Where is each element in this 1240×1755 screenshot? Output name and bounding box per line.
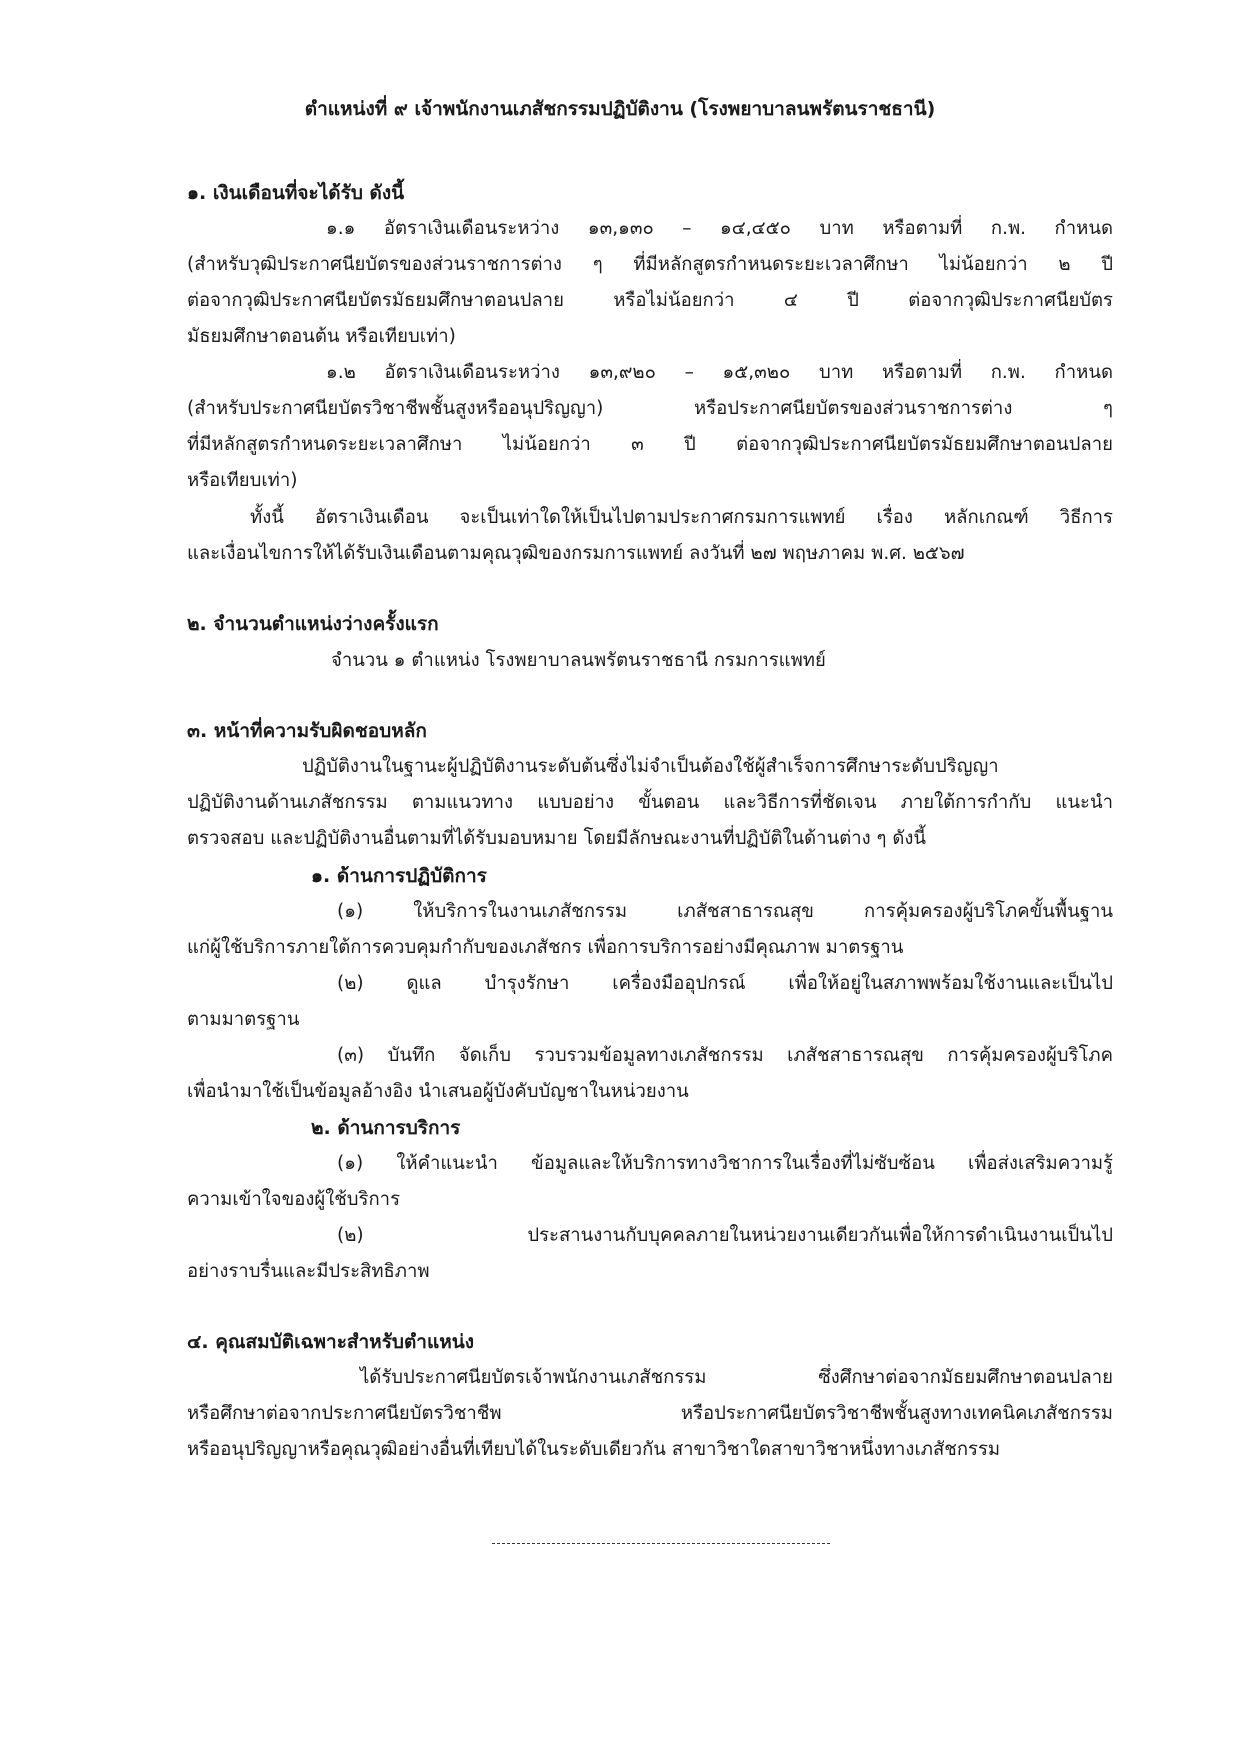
section-3-sub-2-line: ความเข้าใจของผู้ใช้บริการ <box>187 1189 401 1210</box>
section-3-sub-2-heading: ๒. ด้านการบริการ <box>311 1117 461 1139</box>
section-1-line: ๑.๑ อัตราเงินเดือนระหว่าง ๑๓,๑๓๐ – ๑๔,๔๕๐ บาท หรือตามที่ ก.พ. กำหนด <box>326 218 1113 239</box>
section-3-sub-1-line: เพื่อนำมาใช้เป็นข้อมูลอ้างอิง นำเสนอผู้บังคับบัญชาในหน่วยงาน <box>187 1081 689 1102</box>
section-3-sub-2-line: (๑) ให้คำแนะนำ ข้อมูลและให้บริการทางวิชาการในเรื่องที่ไม่ซับซ้อน เพื่อส่งเสริมความรู้ <box>337 1153 1113 1174</box>
section-3-sub-1-line: แก่ผู้ใช้บริการภายใต้การควบคุมกำกับของเภสัชกร เพื่อการบริการอย่างมีคุณภาพ มาตรฐาน <box>187 937 904 958</box>
section-4-line: หรืออนุปริญญาหรือคุณวุฒิอย่างอื่นที่เทียบได้ในระดับเดียวกัน สาขาวิชาใดสาขาวิชาหนึ่งทางเภสัชกรรม <box>187 1439 1001 1460</box>
section-1-line: (สำหรับวุฒิประกาศนียบัตรของส่วนราชการต่าง ๆ ที่มีหลักสูตรกำหนดระยะเวลาศึกษา ไม่น้อยกว่า ๒ ปี <box>187 254 1113 275</box>
section-3-sub-1-heading: ๑. ด้านการปฏิบัติการ <box>311 865 487 887</box>
section-1-heading: ๑. เงินเดือนที่จะได้รับ ดังนี้ <box>187 182 405 204</box>
section-1-line: ๑.๒ อัตราเงินเดือนระหว่าง ๑๓,๙๒๐ – ๑๕,๓๒๐ บาท หรือตามที่ ก.พ. กำหนด <box>326 362 1113 383</box>
section-3-sub-2-line: อย่างราบรื่นและมีประสิทธิภาพ <box>187 1261 430 1282</box>
section-1-line: ทั้งนี้ อัตราเงินเดือน จะเป็นเท่าใดให้เป็นไปตามประกาศกรมการแพทย์ เรื่อง หลักเกณฑ์ วิธีการ <box>250 507 1113 528</box>
section-1-line: ที่มีหลักสูตรกำหนดระยะเวลาศึกษา ไม่น้อยกว่า ๓ ปี ต่อจากวุฒิประกาศนียบัตรมัธยมศึกษาตอนปลาย <box>187 434 1113 455</box>
section-1-line: หรือเทียบเท่า) <box>187 470 298 491</box>
section-3-sub-2-line: (๒) ประสานงานกับบุคคลภายในหน่วยงานเดียวกันเพื่อให้การดำเนินงานเป็นไป <box>337 1225 1113 1246</box>
section-1-line: มัธยมศึกษาตอนต้น หรือเทียบเท่า) <box>187 326 456 347</box>
section-2-heading: ๒. จำนวนตำแหน่งว่างครั้งแรก <box>187 613 439 635</box>
section-3-sub-1-line: (๒) ดูแล บำรุงรักษา เครื่องมืออุปกรณ์ เพื่อให้อยู่ในสภาพพร้อมใช้งานและเป็นไป <box>337 973 1113 994</box>
section-3-sub-1-line: ตามมาตรฐาน <box>187 1009 300 1030</box>
section-1-line: ต่อจากวุฒิประกาศนียบัตรมัธยมศึกษาตอนปลาย หรือไม่น้อยกว่า ๔ ปี ต่อจากวุฒิประกาศนียบัตร <box>187 290 1113 311</box>
section-4-heading: ๔. คุณสมบัติเฉพาะสำหรับตำแหน่ง <box>187 1331 475 1353</box>
document-title: ตำแหน่งที่ ๙ เจ้าพนักงานเภสัชกรรมปฏิบัติงาน (โรงพยาบาลนพรัตนราชธานี) <box>304 98 936 120</box>
section-3-intro-line: ตรวจสอบ และปฏิบัติงานอื่นตามที่ได้รับมอบหมาย โดยมีลักษณะงานที่ปฏิบัติในด้านต่าง ๆ ดังนี้ <box>187 828 927 849</box>
section-3-intro-line: ปฏิบัติงานในฐานะผู้ปฏิบัติงานระดับต้นซึ่งไม่จำเป็นต้องใช้ผู้สำเร็จการศึกษาระดับปริญญา <box>302 756 999 777</box>
section-4-line: หรือศึกษาต่อจากประกาศนียบัตรวิชาชีพ หรือประกาศนียบัตรวิชาชีพชั้นสูงทางเทคนิคเภสัชกรรม <box>187 1403 1113 1424</box>
section-1-line: และเงื่อนไขการให้ได้รับเงินเดือนตามคุณวุฒิของกรมการแพทย์ ลงวันที่ ๒๗ พฤษภาคม พ.ศ. ๒๕๖๗ <box>187 543 965 564</box>
section-3-heading: ๓. หน้าที่ความรับผิดชอบหลัก <box>187 720 427 742</box>
section-3-sub-1-line: (๓) บันทึก จัดเก็บ รวบรวมข้อมูลทางเภสัชกรรม เภสัชสาธารณสุข การคุ้มครองผู้บริโภค <box>337 1045 1113 1066</box>
section-3-sub-1-line: (๑) ให้บริการในงานเภสัชกรรม เภสัชสาธารณสุข การคุ้มครองผู้บริโภคขั้นพื้นฐาน <box>337 901 1113 922</box>
end-divider <box>492 1543 830 1544</box>
section-1-line: (สำหรับประกาศนียบัตรวิชาชีพชั้นสูงหรืออนุปริญญา) หรือประกาศนียบัตรของส่วนราชการต่าง ๆ <box>187 398 1113 419</box>
section-4-line: ได้รับประกาศนียบัตรเจ้าพนักงานเภสัชกรรม ซึ่งศึกษาต่อจากมัธยมศึกษาตอนปลาย <box>360 1367 1113 1388</box>
section-2-line: จำนวน ๑ ตำแหน่ง โรงพยาบาลนพรัตนราชธานี กรมการแพทย์ <box>331 650 826 671</box>
section-3-intro-line: ปฏิบัติงานด้านเภสัชกรรม ตามแนวทาง แบบอย่าง ขั้นตอน และวิธีการที่ชัดเจน ภายใต้การกำกับ แนะนำ <box>187 792 1113 813</box>
